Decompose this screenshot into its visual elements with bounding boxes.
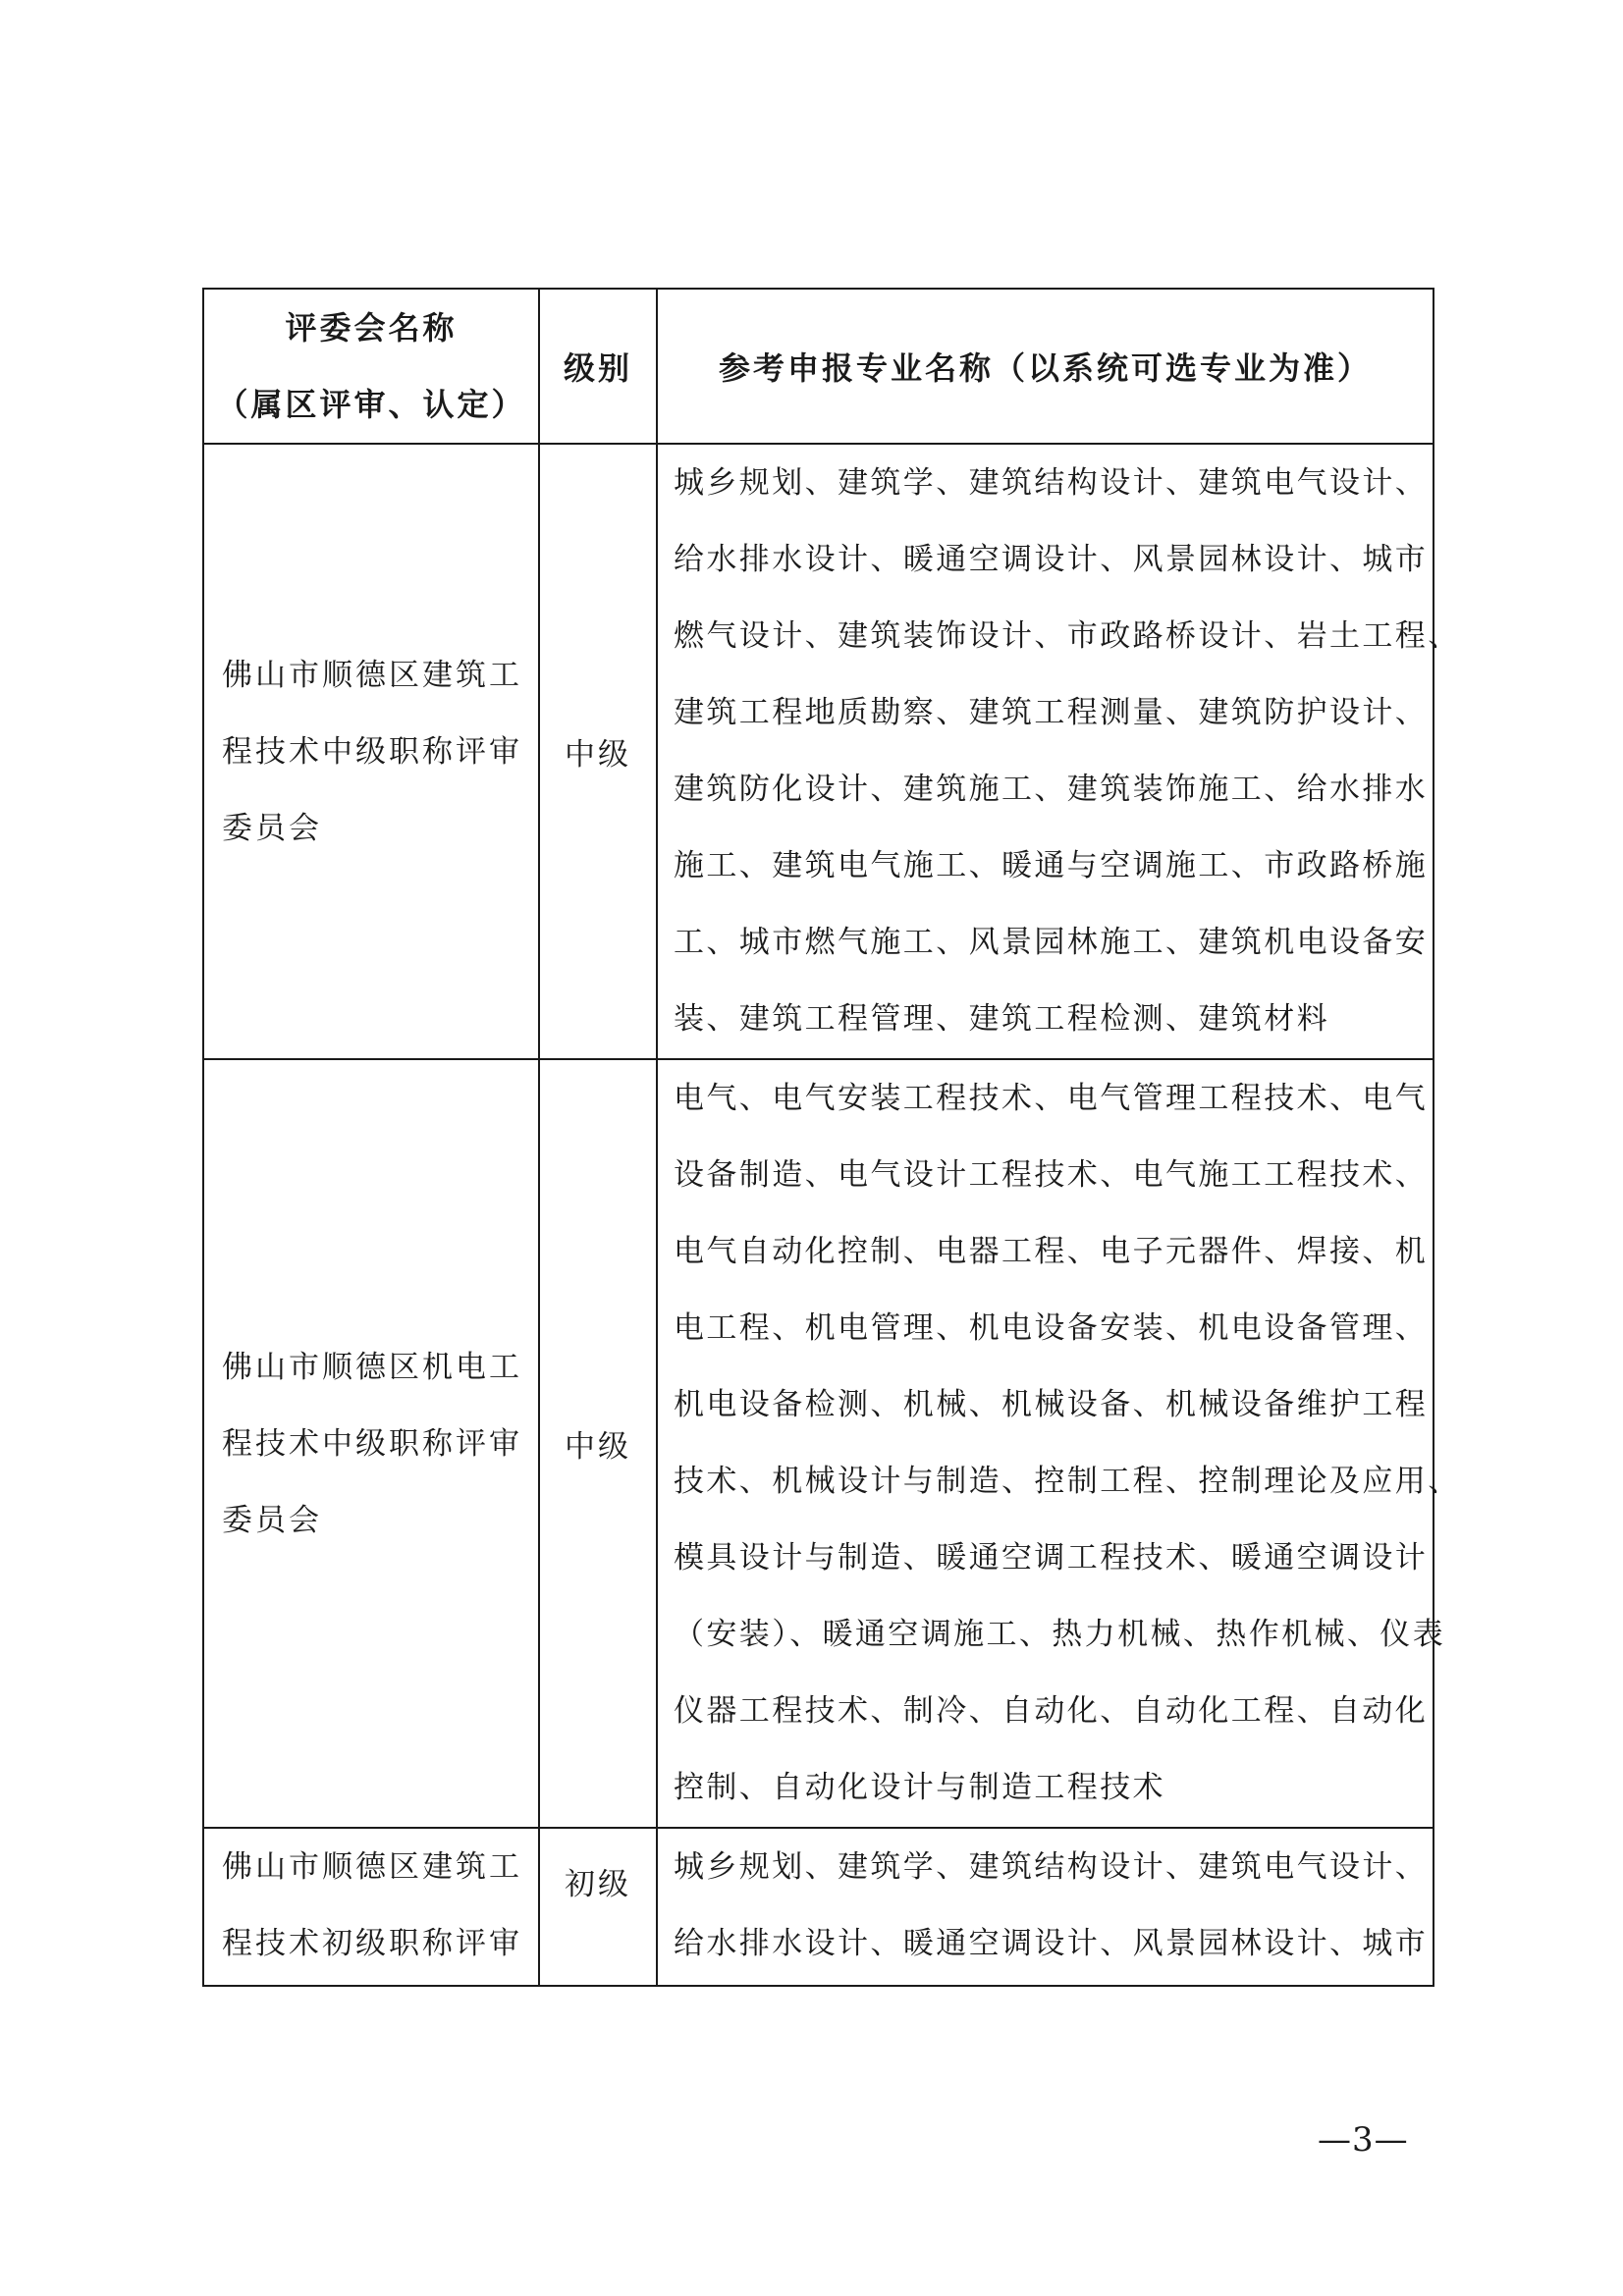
level-text: 初级 [565, 1867, 631, 1902]
header-level: 级别 [539, 289, 657, 444]
majors-line: 建筑工程地质勘察、建筑工程测量、建筑防护设计、 [674, 695, 1429, 730]
committee-name-line: 佛山市顺德区机电工 [222, 1349, 522, 1385]
committee-name-line: 佛山市顺德区建筑工 [222, 657, 522, 693]
committee-name-line: 委员会 [222, 1502, 322, 1538]
majors-line: 工、城市燃气施工、风景园林施工、建筑机电设备安 [674, 925, 1429, 960]
committee-name-line: 程技术中级职称评审 [222, 733, 522, 770]
majors-line: 电工程、机电管理、机电设备安装、机电设备管理、 [674, 1310, 1429, 1346]
committee-name-line: 佛山市顺德区建筑工 [222, 1849, 522, 1885]
majors-line: 电气、电气安装工程技术、电气管理工程技术、电气 [674, 1081, 1429, 1116]
majors-line: 给水排水设计、暖通空调设计、风景园林设计、城市 [674, 1926, 1429, 1961]
committee-name-line: 程技术初级职称评审 [222, 1926, 522, 1961]
table-row [203, 1059, 1434, 1828]
majors-line: 机电设备检测、机械、机械设备、机械设备维护工程 [674, 1387, 1429, 1422]
table-row [203, 444, 1434, 1059]
majors-line: 装、建筑工程管理、建筑工程检测、建筑材料 [674, 1001, 1329, 1037]
majors-cell [657, 1059, 1461, 1828]
committee-name-cell [203, 444, 539, 1059]
majors-line: 控制、自动化设计与制造工程技术 [674, 1770, 1165, 1805]
majors-line: 技术、机械设计与制造、控制工程、控制理论及应用、 [674, 1464, 1461, 1499]
majors-line: 设备制造、电气设计工程技术、电气施工工程技术、 [674, 1157, 1429, 1193]
header-committee-line: （属区评审、认定） [216, 386, 526, 423]
committee-name-cell [203, 1828, 539, 1986]
header-committee-name [203, 289, 539, 444]
majors-line: 城乡规划、建筑学、建筑结构设计、建筑电气设计、 [674, 465, 1429, 501]
level-cell: 中级 [539, 444, 657, 1059]
majors-cell [657, 444, 1461, 1059]
table-row [203, 1828, 1434, 1986]
page-number: —3— [1318, 2120, 1409, 2160]
majors-line: 建筑防化设计、建筑施工、建筑装饰施工、给水排水 [674, 772, 1429, 807]
majors-line: 模具设计与制造、暖通空调工程技术、暖通空调设计 [674, 1540, 1429, 1575]
majors-line: （安装）、暖通空调施工、热力机械、热作机械、仪表 [674, 1617, 1446, 1652]
majors-line: 仪器工程技术、制冷、自动化、自动化工程、自动化 [674, 1693, 1429, 1729]
header-majors: 参考申报专业名称（以系统可选专业为准） [657, 289, 1434, 444]
majors-cell [657, 1828, 1434, 1986]
committee-name-line: 程技术中级职称评审 [222, 1425, 522, 1462]
level-cell: 中级 [539, 1059, 657, 1828]
majors-line: 燃气设计、建筑装饰设计、市政路桥设计、岩土工程、 [674, 618, 1461, 654]
majors-line: 电气自动化控制、电器工程、电子元器件、焊接、机 [674, 1234, 1429, 1269]
table-header-row [203, 289, 1434, 444]
majors-line: 施工、建筑电气施工、暖通与空调施工、市政路桥施 [674, 848, 1429, 883]
committee-table [202, 288, 1461, 1987]
level-cell [539, 1828, 657, 1986]
committee-name-line: 委员会 [222, 810, 322, 846]
committee-name-cell [203, 1059, 539, 1828]
majors-line: 城乡规划、建筑学、建筑结构设计、建筑电气设计、 [674, 1849, 1429, 1885]
majors-line: 给水排水设计、暖通空调设计、风景园林设计、城市 [674, 542, 1429, 577]
header-committee-line: 评委会名称 [285, 309, 458, 347]
